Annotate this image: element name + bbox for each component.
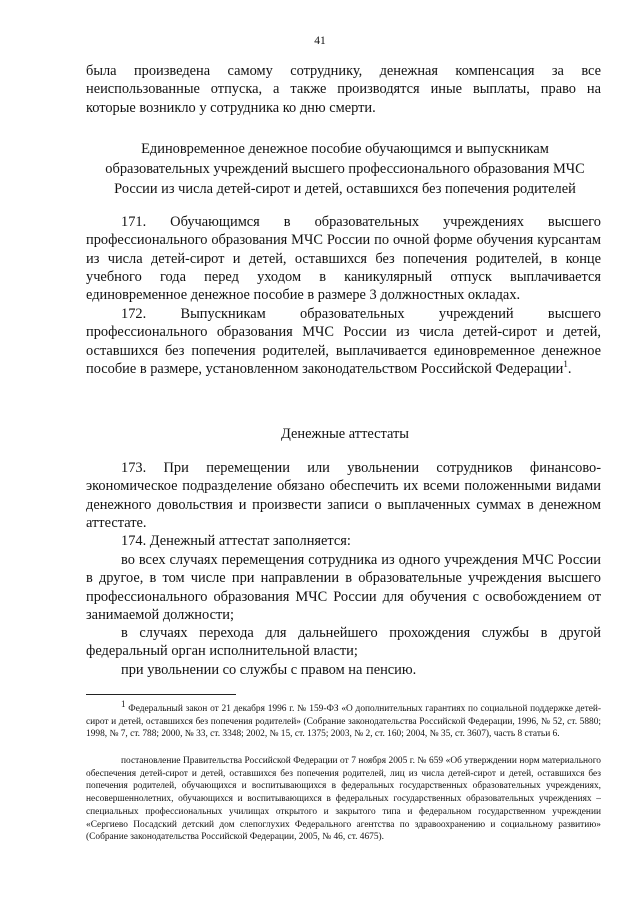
section-heading-money-certificates: Денежные аттестаты xyxy=(281,426,409,442)
heading-line: Единовременное денежное пособие обучающимся и выпускникам xyxy=(141,141,549,157)
footnote-1-text: 1 Федеральный закон от 21 декабря 1996 г. № 159-ФЗ «О дополнительных гарантиях по социальной поддержке детей-сирот и детей, оставшихся без попечения родителей» (Собрание законодательства Российской Федерации, 1996, № 52, ст. 5880; 1998, № 7, ст. 788; 2000, № 33, ст. 3348; 2002, № 15, ст. 1375; 2003, № 2, ст. 160; 2004, № 35, ст. 3607), часть 8 статьи 6. xyxy=(86,698,601,740)
footnote-reference: 1 xyxy=(563,359,568,370)
paragraph-174-item-1: во всех случаях перемещения сотрудника из одного учреждения МЧС России в другое, в том числе при направлении в образовательные учреждения высшего профессионального образования МЧС России для обучения с освобождением от занимаемой должности; xyxy=(86,552,601,623)
intro-line: которые возникло у сотрудника ко дню смерти. xyxy=(86,99,376,116)
footnote-divider xyxy=(86,694,236,695)
footnote-1-continuation: постановление Правительства Российской Федерации от 7 ноября 2005 г. № 659 «Об утверждении норм материального обеспечения детей-сирот и детей, оставшихся без попечения родителей, лиц из числа детей-сирот и детей, оставшихся без попечения родителей, обучающихся и воспитывающихся в федеральных государственных образовательных учреждениях, несовершеннолетних, обучающихся и воспитывающихся в федеральных государственных образовательных учреждениях – специальных профессиональных училищах открытого и закрытого типа и федеральном государственном учреждении «Сергиево Посадский детский дом слепоглухих Федерального агентства по здравоохранению и социальному развитию» (Собрание законодательства Российской Федерации, 2005, № 46, ст. 4675). xyxy=(86,756,601,843)
heading-line: образовательных учреждений высшего профессионального образования МЧС xyxy=(105,161,585,177)
paragraph-174-item-3: при увольнении со службы с правом на пенсию. xyxy=(121,662,417,678)
paragraph-172-end: . xyxy=(567,360,572,377)
paragraph-174-item-2: в случаях перехода для дальнейшего прохождения службы в другой федеральный орган исполнительной власти; xyxy=(86,625,601,660)
intro-line: была произведена самому сотруднику, денежная компенсация за все xyxy=(86,63,601,79)
page-number: 41 xyxy=(314,35,326,47)
paragraph-174-intro: 174. Денежный аттестат заполняется: xyxy=(121,533,351,549)
paragraph-172-text: 172. Выпускникам образовательных учреждений высшего профессионального образования МЧС России из числа детей-сирот и детей, оставшихся без попечения родителей, выплачивается единовременное денежное пособие в размере, установленном законодательством Российской Федерации xyxy=(86,306,601,377)
section-heading-lump-sum xyxy=(80,139,610,199)
paragraph-172 xyxy=(86,305,601,378)
footnote-1 xyxy=(86,698,601,741)
intro-line: неиспользованные отпуска, а также производятся иные выплаты, право на xyxy=(86,81,601,98)
intro-paragraph xyxy=(86,62,601,117)
paragraph-171: 171. Обучающимся в образовательных учреждениях высшего профессионального образования МЧС России по очной форме обучения курсантам из числа детей-сирот и детей, оставшихся без попечения родителей, в конце учебного года перед уходом в каникулярный отпуск выплачивается единовременное денежное пособие в размере 3 должностных окладах. xyxy=(86,214,601,304)
footnote-marker: 1 xyxy=(121,698,126,709)
heading-line: России из числа детей-сирот и детей, оставшихся без попечения родителей xyxy=(114,181,576,197)
paragraph-173: 173. При перемещении или увольнении сотрудников финансово-экономическое подразделение обязано обеспечить их всеми положенными видами денежного довольствия и произвести записи о выплаченных суммах в денежном аттестате. xyxy=(86,460,601,531)
